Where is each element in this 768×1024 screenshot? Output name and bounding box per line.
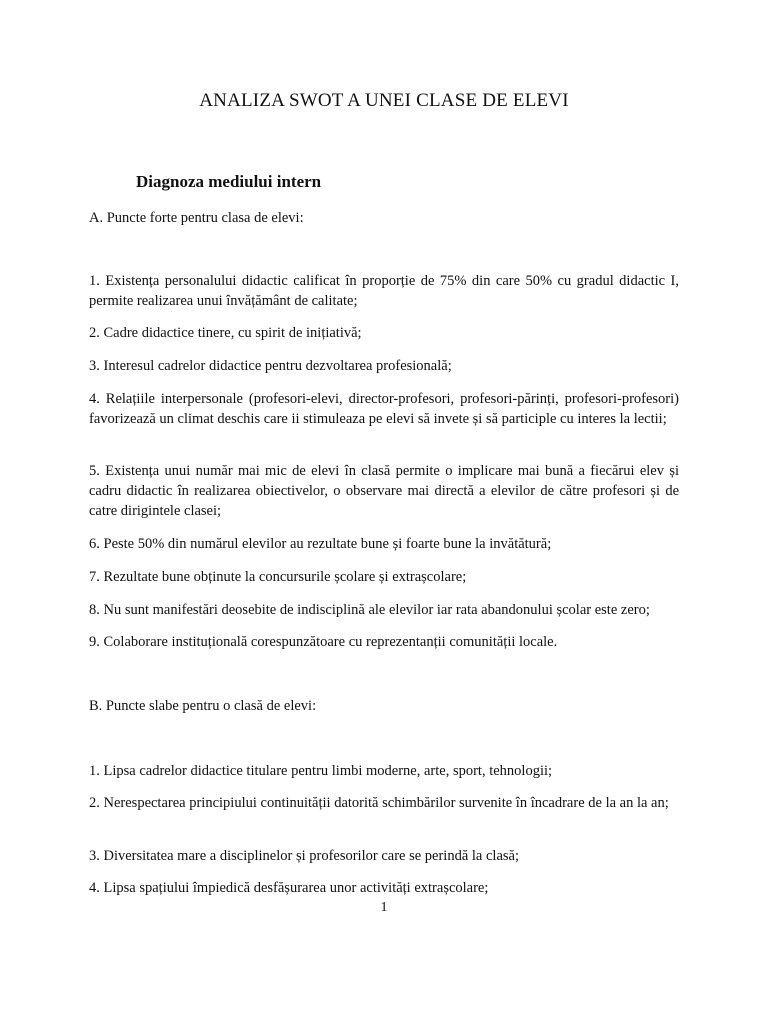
weakness-item-4: 4. Lipsa spațiului împiedică desfășurarea unor activități extrașcolare; [89, 880, 489, 896]
page-title: ANALIZA SWOT A UNEI CLASE DE ELEVI [199, 90, 569, 111]
strength-item-1: 1. Existența personalului didactic calificat în proporție de 75% din care 50% cu gradul didactic I, permite realizarea unui învățământ de calitate; [89, 273, 679, 309]
strength-item-5: 5. Existența unui număr mai mic de elevi în clasă permite o implicare mai bună a fiecărui elev și cadru didactic în realizarea obiectivelor, o observare mai directă a elevilor de către profesori și de catre dirigintele clasei; [89, 463, 679, 519]
section-subtitle: Diagnoza mediului intern [136, 172, 322, 191]
page-number: 1 [380, 900, 388, 915]
section-a-heading: A. Puncte forte pentru clasa de elevi: [89, 210, 304, 226]
strength-item-7: 7. Rezultate bune obținute la concursurile școlare și extrașcolare; [89, 569, 467, 585]
weakness-item-2: 2. Nerespectarea principiului continuității datorită schimbărilor survenite în încadrare de la an la an; [89, 795, 669, 811]
strength-item-4: 4. Relațiile interpersonale (profesori-elevi, director-profesori, profesori-părinți, profesori-profesori) favorizează un climat deschis care ii stimuleaza pe elevi să invete și să participle cu interes la lectii; [89, 391, 679, 427]
strength-item-9: 9. Colaborare instituțională corespunzătoare cu reprezentanții comunității locale. [89, 634, 558, 650]
weakness-item-3: 3. Diversitatea mare a disciplinelor și profesorilor care se perindă la clasă; [89, 848, 519, 864]
strength-item-6: 6. Peste 50% din numărul elevilor au rezultate bune și foarte bune la invătătură; [89, 536, 552, 552]
weakness-item-1: 1. Lipsa cadrelor didactice titulare pentru limbi moderne, arte, sport, tehnologii; [89, 763, 553, 779]
strength-item-2: 2. Cadre didactice tinere, cu spirit de inițiativă; [89, 325, 362, 341]
strength-item-3: 3. Interesul cadrelor didactice pentru dezvoltarea profesională; [89, 358, 452, 374]
strength-item-8: 8. Nu sunt manifestări deosebite de indisciplină ale elevilor iar rata abandonului școlar este zero; [89, 602, 650, 618]
section-b-heading: B. Puncte slabe pentru o clasă de elevi: [89, 698, 317, 714]
